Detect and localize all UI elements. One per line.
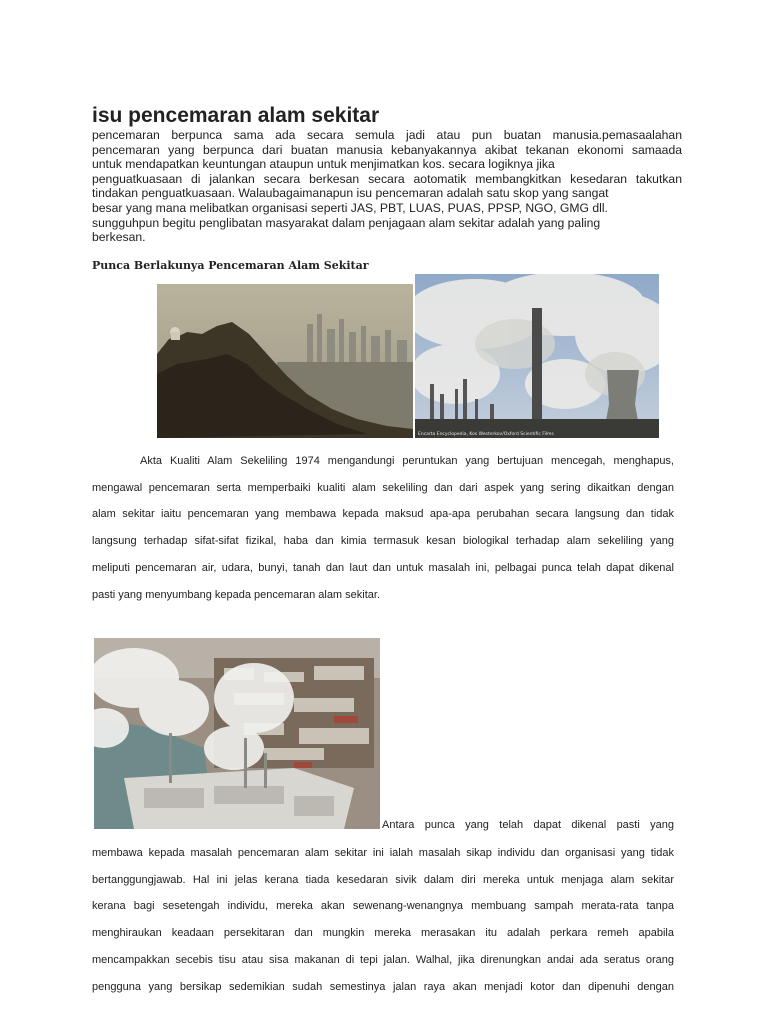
factory-smokestacks-photo	[415, 274, 659, 438]
industrial-aerial-photo	[94, 638, 380, 829]
intro-line: pencemaran yang berpunca dari buatan manusia kebanyakannya akibat tekanan ekonomi samaada	[92, 142, 682, 157]
paragraph-2	[92, 840, 674, 1000]
image-credit: Encarta Encyclopedia, Kos Westerkov/Oxford Scientific Films	[418, 432, 554, 437]
intro-line: sungguhpun begitu penglibatan masyarakat dalam penjagaan alam sekitar adalah yang paling	[92, 215, 601, 230]
paragraph-line: alam sekitar iaitu pencemaran yang membawa kepada maksud apa-apa perubahan secara langsung dan tidak	[92, 508, 674, 521]
page-title: isu pencemaran alam sekitar	[92, 104, 380, 127]
paragraph-line: pasti yang menyumbang kepada pencemaran alam sekitar.	[92, 588, 381, 601]
paragraph-line: pengguna yang bersikap sedemikian sudah semestinya jalan raya akan menjadi kotor dan dipenuhi dengan	[92, 980, 674, 993]
intro-line: penguatkuasaan di jalankan secara berkesan secara aotomatik membangkitkan kesedaran takutkan	[92, 171, 682, 186]
intro-line: pencemaran berpunca sama ada secara semula jadi atau pun buatan manusia.pemasaalahan	[92, 128, 682, 142]
paragraph-line: Akta Kualiti Alam Sekeliling 1974 mengandungi peruntukan yang bertujuan mencegah, menghapus,	[140, 455, 674, 467]
paragraph-line: membawa kepada masalah pencemaran alam sekitar ini ialah masalah sikap individu dan organisasi yang tidak	[92, 847, 674, 859]
city-haze-photo	[157, 284, 413, 438]
paragraph-line: menghiraukan keadaan persekitaran dan mungkin mereka merasakan itu adalah perkara remeh apabila	[92, 927, 674, 940]
intro-line: tindakan penguatkuasaan. Walaubagaimanapun isu pencemaran adalah satu skop yang sangat	[92, 186, 609, 201]
intro-line: berkesan.	[92, 230, 146, 245]
paragraph-line: bertanggungjawab. Hal ini jelas kerana tiada kesedaran sivik dalam diri mereka untuk menjaga alam sekitar	[92, 873, 674, 886]
paragraph-line: kerana bagi sesetengah individu, mereka akan sewenang-wenangnya membuang sampah merata-rata tanpa	[92, 900, 674, 913]
section-heading: Punca Berlakunya Pencemaran Alam Sekitar	[92, 259, 369, 272]
paragraph-line: Antara punca yang telah dapat dikenal pasti yang	[382, 819, 674, 831]
paragraph-line: meliputi pencemaran air, udara, bunyi, tanah dan laut dan untuk masalah ini, pelbagai punca telah dapat dikenal	[92, 561, 674, 574]
paragraph-2-first-line	[382, 816, 674, 834]
intro-line: untuk mendapatkan keuntungan ataupun untuk menjimatkan kos. secara logiknya jika	[92, 157, 555, 172]
paragraph-line: langsung terhadap sifat-sifat fizikal, haba dan kimia termasuk kesan biologikal terhadap alam sekeliling yang	[92, 535, 674, 548]
intro-line: besar yang mana melibatkan organisasi seperti JAS, PBT, LUAS, PUAS, PPSP, NGO, GMG dll.	[92, 200, 608, 215]
paragraph-line: mencampakkan secebis tisu atau sisa makanan di tepi jalan. Walhal, jika direnungkan andai ada seratus orang	[92, 953, 674, 966]
paragraph-1	[92, 448, 674, 608]
intro-paragraph	[92, 128, 682, 245]
paragraph-line: mengawal pencemaran serta memperbaiki kualiti alam sekeliling dan dari aspek yang sering dikaitkan dengan	[92, 481, 674, 494]
